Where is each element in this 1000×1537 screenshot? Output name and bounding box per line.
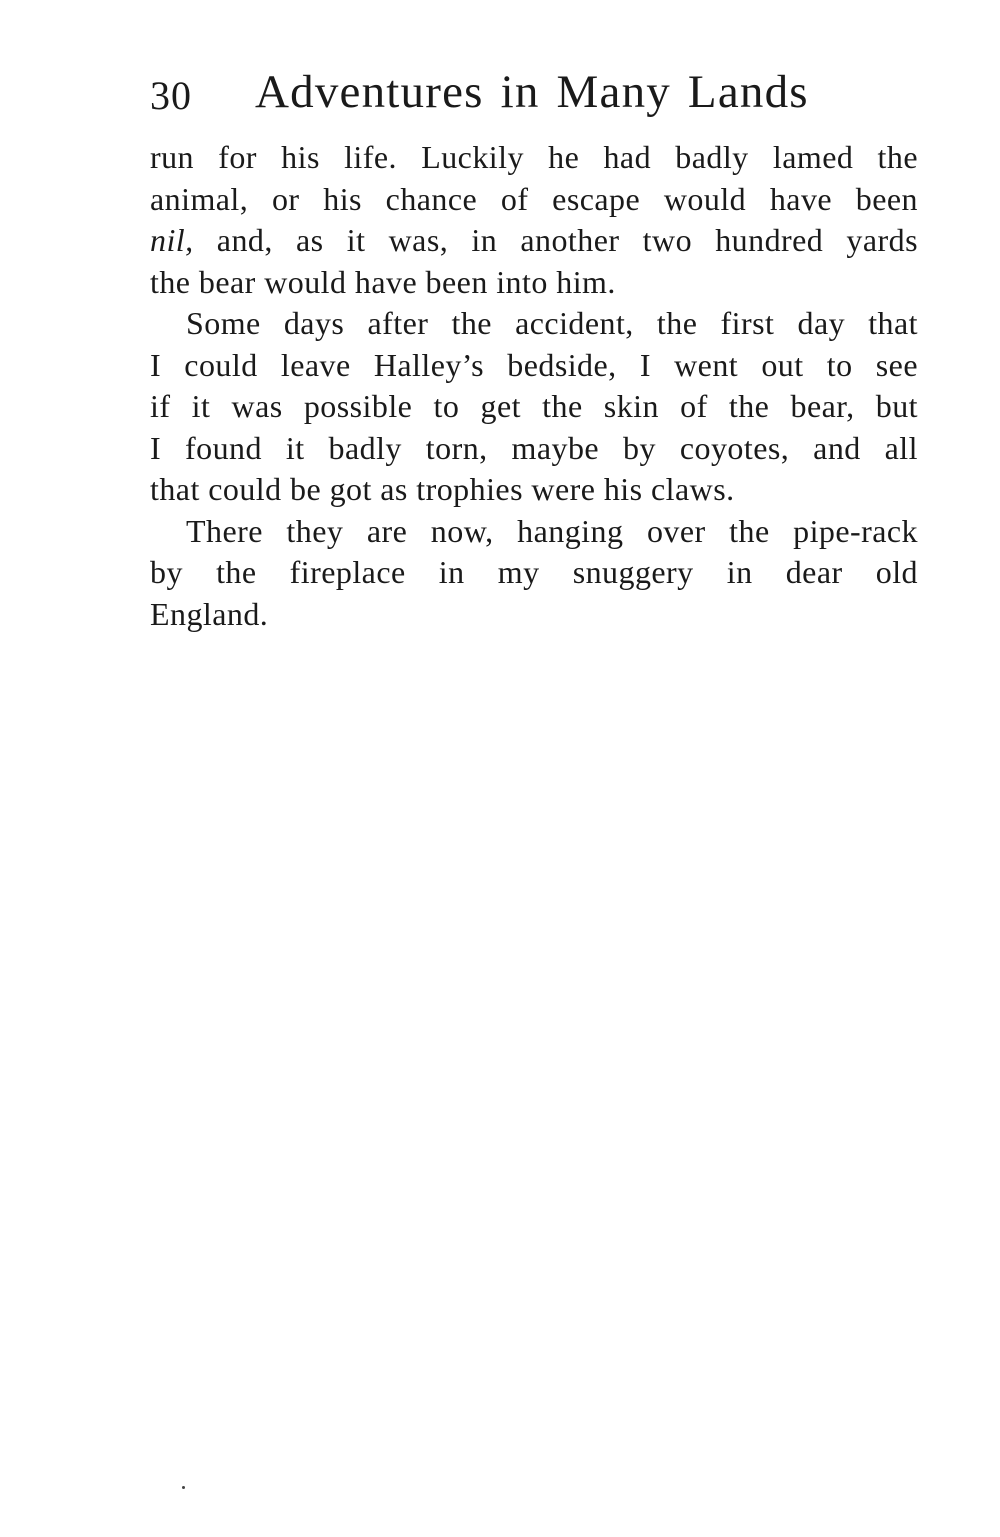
text-line: run for his life. Luckily he had badly lamed the: [150, 139, 918, 175]
body-text: [150, 137, 918, 635]
text-line: Some days after the accident, the first day that: [186, 305, 918, 341]
page-number: 30: [150, 73, 192, 118]
print-speck: [182, 1486, 185, 1489]
text-line: I could leave Halley’s bedside, I went out to see: [150, 346, 918, 383]
text-line: animal, or his chance of escape would have been: [150, 180, 918, 217]
text-line: if it was possible to get the skin of the bear, but: [150, 388, 918, 424]
text-line: by the fireplace in my snuggery in dear old: [150, 554, 918, 590]
running-title: Adventures in Many Lands: [255, 66, 809, 118]
text-line: that could be got as trophies were his claws.: [150, 471, 735, 507]
italic-word: nil,: [150, 222, 194, 258]
paragraph: [150, 511, 918, 636]
paragraph: [150, 137, 918, 303]
text-line: the bear would have been into him.: [150, 263, 616, 300]
text-line-rest: and, as it was, in another two hundred yards: [193, 222, 918, 258]
text-line: England.: [150, 595, 269, 632]
text-line: [150, 220, 918, 262]
running-head: [150, 62, 885, 122]
text-line: There they are now, hanging over the pipe-rack: [186, 512, 918, 549]
text-line: I found it badly torn, maybe by coyotes, and all: [150, 429, 918, 466]
paragraph: [150, 303, 918, 511]
